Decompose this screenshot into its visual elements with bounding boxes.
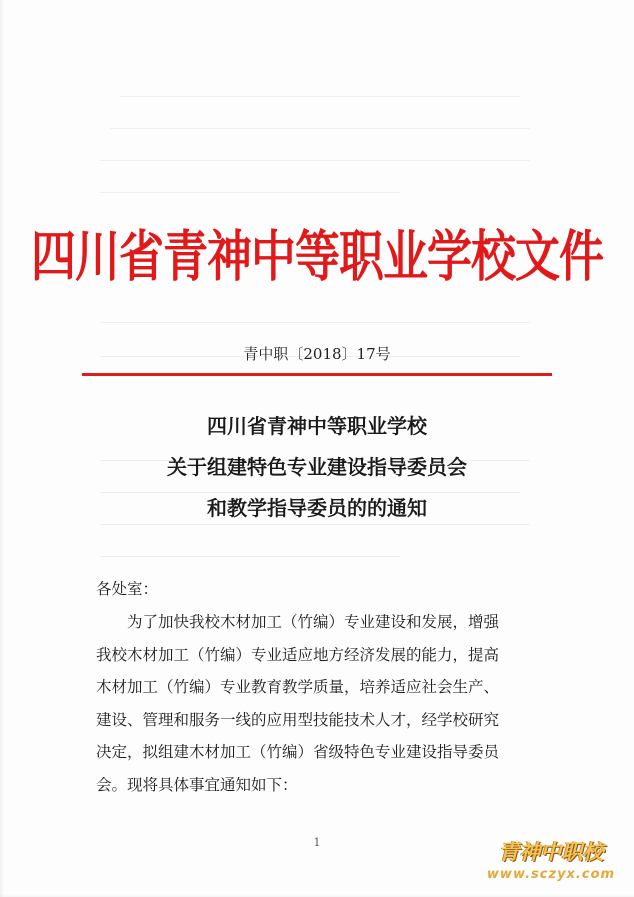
body-line: 会。现将具体事宜通知如下： (96, 775, 298, 794)
notice-title-line: 和教学指导委员的的通知 (207, 496, 427, 520)
site-watermark (486, 836, 616, 890)
document-header-title: 四川省青神中等职业学校文件 (30, 224, 603, 289)
body-line: 决定，拟组建木材加工（竹编）省级特色专业建设指导委员 (96, 743, 500, 761)
body-line: 建设、管理和服务一线的应用型技能技术人才，经学校研究 (96, 710, 500, 729)
document-number: 青中职〔2018〕17号 (243, 345, 391, 363)
watermark-name: 青神中职校 (498, 840, 604, 864)
notice-title-line: 关于组建特色专业建设指导委员会 (167, 455, 467, 479)
watermark-url: www.sczyx.com (486, 867, 616, 882)
red-divider-line (82, 373, 552, 376)
body-line: 为了加快我校木材加工（竹编）专业建设和发展，增强 (96, 613, 500, 631)
body-line: 木材加工（竹编）专业教育教学质量，培养适应社会生产、 (96, 678, 500, 696)
notice-title-line: 四川省青神中等职业学校 (207, 414, 427, 438)
page-number: 1 (313, 836, 321, 849)
notice-title (0, 406, 634, 529)
body-line: 我校木材加工（竹编）专业适应地方经济发展的能力，提高 (96, 645, 500, 664)
body-paragraph (96, 606, 552, 801)
salutation: 各处室： (96, 580, 159, 598)
